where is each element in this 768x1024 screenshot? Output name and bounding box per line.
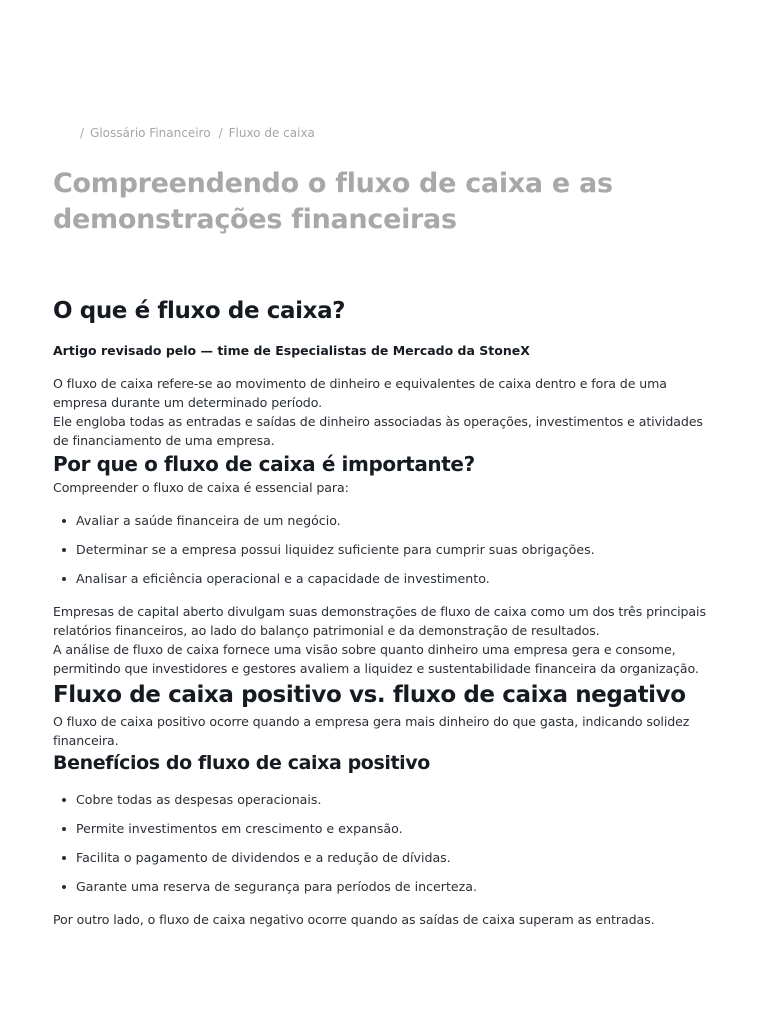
list-why [53,511,713,588]
heading-benefits: Benefícios do fluxo de caixa positivo [53,752,430,774]
breadcrumb-separator: / [80,126,85,140]
paragraph: A análise de fluxo de caixa fornece uma visão sobre quanto dinheiro uma empresa gera e consome, permitindo que investidores e gestores avaliem a liquidez e sustentabilidade financeira da organização. [53,642,699,676]
list-item: Determinar se a empresa possui liquidez suficiente para cumprir suas obrigações. [76,540,713,559]
paragraph: Ele engloba todas as entradas e saídas de dinheiro associadas às operações, investimentos e atividades de financiamento de uma empresa. [53,414,703,448]
list-item: Facilita o pagamento de dividendos e a redução de dívidas. [76,848,713,867]
paragraph: Compreender o fluxo de caixa é essencial para: [53,480,349,495]
breadcrumb-separator: / [218,126,223,140]
paragraph: Empresas de capital aberto divulgam suas demonstrações de fluxo de caixa como um dos três principais relatórios financeiros, ao lado do balanço patrimonial e da demonstração de resultados. [53,604,706,638]
paragraph: O fluxo de caixa positivo ocorre quando a empresa gera mais dinheiro do que gasta, indicando solidez financeira. [53,714,690,748]
paragraph: Por outro lado, o fluxo de caixa negativo ocorre quando as saídas de caixa superam as entradas. [53,912,655,927]
paragraph: O fluxo de caixa refere-se ao movimento de dinheiro e equivalentes de caixa dentro e fora de uma empresa durante um determinado período. [53,376,667,410]
list-item: Permite investimentos em crescimento e expansão. [76,819,713,838]
heading-why-important: Por que o fluxo de caixa é importante? [53,452,475,476]
list-item: Garante uma reserva de segurança para períodos de incerteza. [76,877,713,896]
reviewed-by: Artigo revisado pelo — time de Especialistas de Mercado da StoneX [53,343,530,358]
bottom-overlay [0,948,768,1024]
list-benefits [53,790,713,896]
breadcrumb-link-glossario[interactable]: Glossário Financeiro [90,126,211,140]
heading-positive-vs-negative: Fluxo de caixa positivo vs. fluxo de caixa negativo [53,682,686,708]
list-item: Cobre todas as despesas operacionais. [76,790,713,809]
list-item: Analisar a eficiência operacional e a capacidade de investimento. [76,569,713,588]
breadcrumb [80,126,323,140]
page-title: Compreendendo o fluxo de caixa e as demonstrações financeiras [53,168,613,235]
article-body [53,294,713,950]
list-item: Avaliar a saúde financeira de um negócio. [76,511,713,530]
heading-what-is: O que é fluxo de caixa? [53,298,346,324]
breadcrumb-current: Fluxo de caixa [228,126,315,140]
